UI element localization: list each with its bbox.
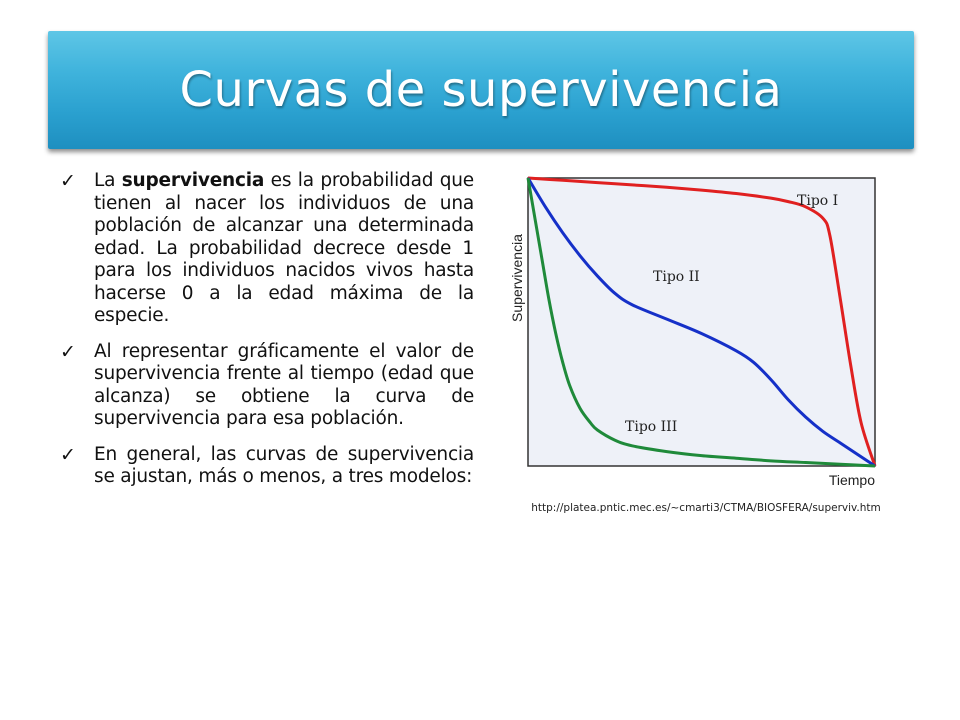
- bullet-text-bold: supervivencia: [121, 170, 265, 191]
- bullet-item: [60, 341, 474, 431]
- bullet-text: es la probabilidad que tienen al nacer los individuos de una población de alcanzar una determinada edad. La probabilidad decrece desde 1 para los individuos nacidos vivos hasta hacerse 0 a la edad máxima de la especie.: [94, 170, 474, 326]
- checkmark-icon: ✓: [60, 340, 76, 363]
- checkmark-icon: ✓: [60, 443, 76, 466]
- survival-chart: [505, 168, 885, 488]
- bullet-item: [60, 170, 474, 328]
- bullet-text: Al representar gráficamente el valor de supervivencia frente al tiempo (edad que alcanza) se obtiene la curva de supervivencia para esa población.: [94, 340, 474, 429]
- bullet-text: En general, las curvas de supervivencia se ajustan, más o menos, a tres modelos:: [94, 443, 474, 487]
- series-label-2: Tipo II: [653, 269, 700, 285]
- series-label-1: Tipo I: [797, 193, 839, 209]
- source-link[interactable]: http://platea.pntic.mec.es/~cmarti3/CTMA/BIOSFERA/superviv.htm: [531, 502, 881, 514]
- bullet-item: [60, 444, 474, 489]
- bullet-list: [60, 170, 474, 502]
- plot-area: [528, 178, 875, 466]
- survival-chart-svg: [505, 168, 885, 488]
- x-axis-label: Tiempo: [828, 472, 875, 488]
- y-axis-label: Supervivencia: [509, 234, 525, 322]
- slide-title: Curvas de supervivencia: [179, 62, 783, 118]
- checkmark-icon: ✓: [60, 170, 76, 192]
- series-label-3: Tipo III: [625, 419, 678, 435]
- bullet-text-pre: La: [94, 170, 122, 191]
- slide-title-bar: [48, 31, 914, 149]
